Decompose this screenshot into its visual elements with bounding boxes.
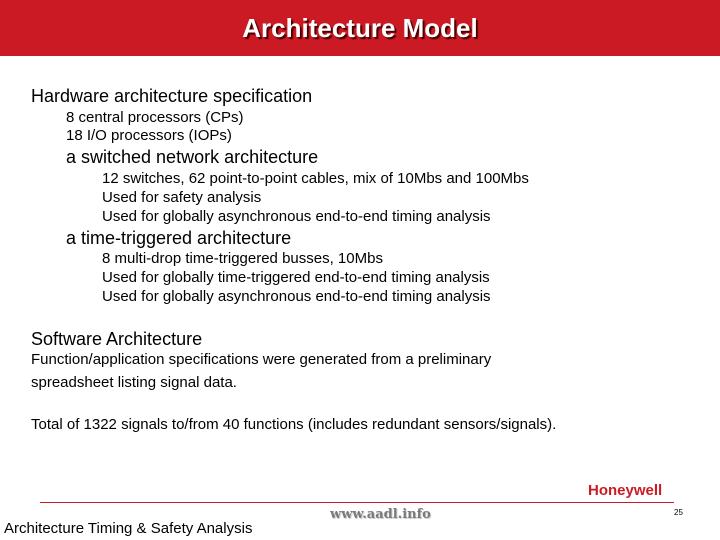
time-triggered-item: Used for globally asynchronous end-to-end timing analysis [102,288,491,305]
switched-item: 12 switches, 62 point-to-point cables, mix of 10Mbs and 100Mbs [102,170,529,187]
footer-divider [40,502,674,503]
time-triggered-item: 8 multi-drop time-triggered busses, 10Mbs [102,250,383,267]
honeywell-logo: Honeywell [588,482,663,499]
processor-iop-line: 18 I/O processors (IOPs) [66,127,232,144]
processor-cp-line: 8 central processors (CPs) [66,109,244,126]
footer-caption: Architecture Timing & Safety Analysis [4,520,253,537]
software-description-line1: Function/application specifications were generated from a preliminary [31,351,492,368]
hardware-heading: Hardware architecture specification [31,86,313,106]
software-description-line2: spreadsheet listing signal data. [31,374,237,391]
switched-heading: a switched network architecture [66,147,319,167]
switched-item: Used for safety analysis [102,189,262,206]
software-heading: Software Architecture [31,329,203,349]
signal-total: Total of 1322 signals to/from 40 functions (includes redundant sensors/signals). [31,416,557,433]
page-title: Architecture Model [242,13,478,43]
switched-item: Used for globally asynchronous end-to-end timing analysis [102,208,491,225]
time-triggered-heading: a time-triggered architecture [66,228,292,248]
title-bar [0,0,720,56]
website-link[interactable]: www.aadl.info [330,507,431,522]
page-number: 25 [674,508,683,517]
time-triggered-item: Used for globally time-triggered end-to-end timing analysis [102,269,490,286]
